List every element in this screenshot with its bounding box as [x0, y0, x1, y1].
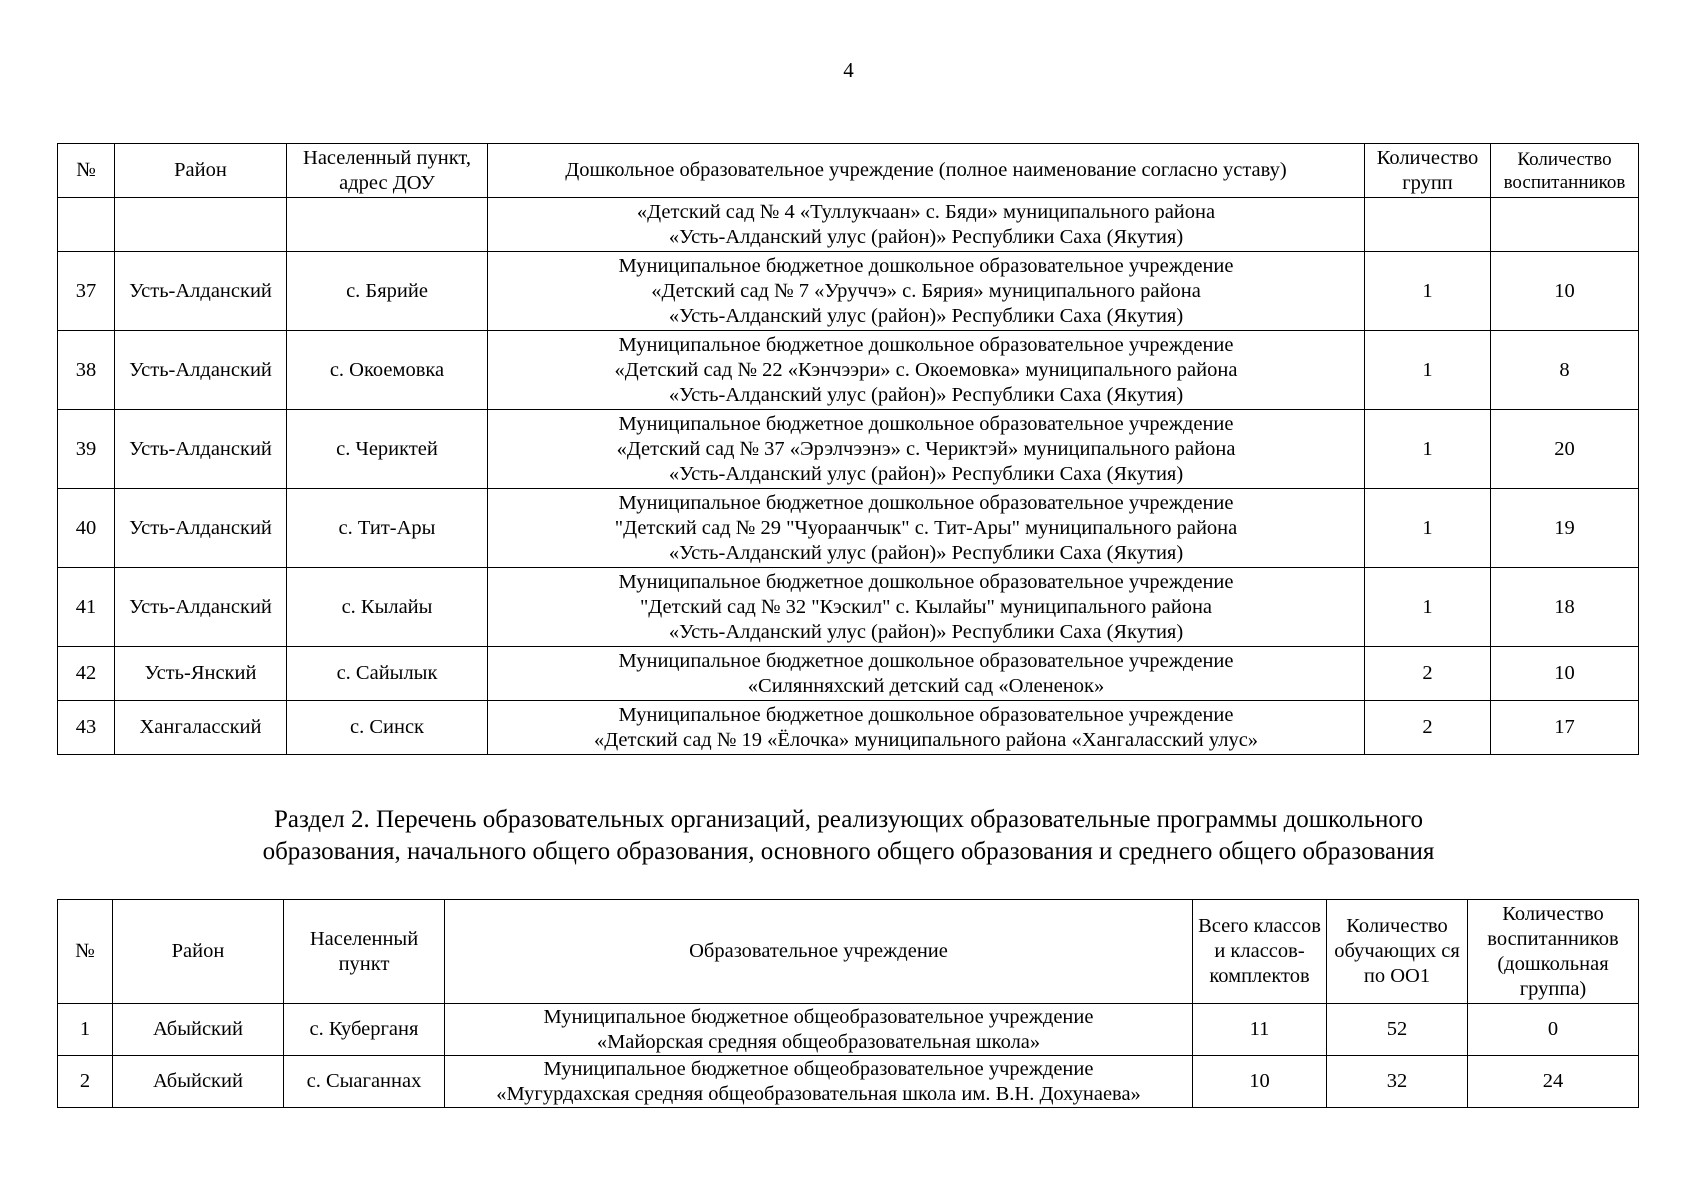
pupils-cell: 24: [1468, 1056, 1639, 1108]
pupils-cell: 8: [1491, 331, 1639, 410]
district-cell: Хангаласский: [115, 701, 287, 755]
settlement-cell: с. Тит-Ары: [287, 489, 488, 568]
header-settlement: Населенный пункт, адрес ДОУ: [287, 144, 488, 198]
groups-cell: 1: [1365, 489, 1491, 568]
pupils-cell: 10: [1491, 647, 1639, 701]
pupils-cell: 19: [1491, 489, 1639, 568]
institution-name-line: Муниципальное бюджетное дошкольное образовательное учреждение: [618, 254, 1234, 277]
district-cell: Абыйский: [113, 1004, 284, 1056]
header-number: №: [58, 144, 115, 198]
institution-name-line: «Усть-Алданский улус (район)» Республики Саха (Якутия): [668, 541, 1184, 564]
institution-name-line: Муниципальное бюджетное дошкольное образовательное учреждение: [618, 570, 1234, 593]
header-students: Количество обучающих ся по ОО1: [1327, 900, 1468, 1004]
pupils-cell: 10: [1491, 252, 1639, 331]
institution-name-cell: [488, 568, 1365, 647]
row-number: 42: [58, 647, 115, 701]
groups-cell: [1365, 198, 1491, 252]
groups-cell: 1: [1365, 568, 1491, 647]
header-institution: Дошкольное образовательное учреждение (полное наименование согласно уставу): [488, 144, 1365, 198]
institution-name-cell: [445, 1056, 1193, 1108]
settlement-cell: с. Сайылык: [287, 647, 488, 701]
row-number: 39: [58, 410, 115, 489]
institution-name-line: «Детский сад № 19 «Ёлочка» муниципального района «Хангаласский улус»: [593, 728, 1259, 751]
schools-table: [57, 899, 1639, 1108]
institution-name-line: «Детский сад № 37 «Эрэлчээнэ» с. Чериктэй» муниципального района: [616, 437, 1236, 460]
header-pupils: Количество воспитанников (дошкольная группа): [1468, 900, 1639, 1004]
row-number: 43: [58, 701, 115, 755]
institution-name-line: «Силянняхский детский сад «Олененок»: [747, 674, 1105, 697]
groups-cell: 2: [1365, 701, 1491, 755]
classes-cell: 11: [1193, 1004, 1327, 1056]
institution-name-line: Муниципальное бюджетное дошкольное образовательное учреждение: [618, 703, 1234, 726]
table-row: [58, 568, 1639, 647]
institution-name-line: Муниципальное бюджетное дошкольное образовательное учреждение: [618, 649, 1234, 672]
institution-name-line: «Усть-Алданский улус (район)» Республики Саха (Якутия): [668, 620, 1184, 643]
institution-name-cell: [445, 1004, 1193, 1056]
institution-name-line: Муниципальное бюджетное дошкольное образовательное учреждение: [618, 491, 1234, 514]
header-number: №: [58, 900, 113, 1004]
institution-name-line: Муниципальное бюджетное дошкольное образовательное учреждение: [618, 333, 1234, 356]
row-number: 2: [58, 1056, 113, 1108]
district-cell: Усть-Алданский: [115, 410, 287, 489]
pupils-cell: 20: [1491, 410, 1639, 489]
institution-name-line: «Мугурдахская средняя общеобразовательная школа им. В.Н. Дохунаева»: [496, 1082, 1141, 1105]
institution-name-cell: [488, 647, 1365, 701]
institution-name-line: «Усть-Алданский улус (район)» Республики Саха (Якутия): [668, 225, 1184, 248]
settlement-cell: [287, 198, 488, 252]
table-row: [58, 1004, 1639, 1056]
institution-name-line: Муниципальное бюджетное общеобразовательное учреждение: [543, 1005, 1094, 1028]
district-cell: Усть-Алданский: [115, 331, 287, 410]
groups-cell: 1: [1365, 410, 1491, 489]
header-district: Район: [115, 144, 287, 198]
district-cell: Усть-Алданский: [115, 489, 287, 568]
settlement-cell: с. Бярийе: [287, 252, 488, 331]
institution-name-line: «Детский сад № 4 «Туллукчаан» с. Бяди» муниципального района: [636, 200, 1216, 223]
students-cell: 32: [1327, 1056, 1468, 1108]
groups-cell: 1: [1365, 252, 1491, 331]
row-number: 1: [58, 1004, 113, 1056]
page-number: 4: [843, 58, 854, 82]
institution-name-cell: [488, 410, 1365, 489]
institution-name-line: «Усть-Алданский улус (район)» Республики Саха (Якутия): [668, 383, 1184, 406]
row-number: [58, 198, 115, 252]
settlement-cell: с. Кылайы: [287, 568, 488, 647]
groups-cell: 2: [1365, 647, 1491, 701]
pupils-cell: [1491, 198, 1639, 252]
table-header-row: [58, 144, 1639, 198]
header-institution: Образовательное учреждение: [445, 900, 1193, 1004]
institution-name-line: «Детский сад № 22 «Кэнчээри» с. Окоемовка» муниципального района: [614, 358, 1238, 381]
table-row: [58, 701, 1639, 755]
row-number: 38: [58, 331, 115, 410]
district-cell: Усть-Янский: [115, 647, 287, 701]
institution-name-line: Муниципальное бюджетное общеобразовательное учреждение: [543, 1057, 1094, 1080]
table-row: [58, 252, 1639, 331]
students-cell: 52: [1327, 1004, 1468, 1056]
district-cell: Усть-Алданский: [115, 568, 287, 647]
institution-name-line: «Усть-Алданский улус (район)» Республики Саха (Якутия): [668, 304, 1184, 327]
classes-cell: 10: [1193, 1056, 1327, 1108]
district-cell: Абыйский: [113, 1056, 284, 1108]
groups-cell: 1: [1365, 331, 1491, 410]
table-row: [58, 489, 1639, 568]
row-number: 37: [58, 252, 115, 331]
row-number: 40: [58, 489, 115, 568]
settlement-cell: с. Синск: [287, 701, 488, 755]
institution-name-line: "Детский сад № 32 "Кэскил" с. Кылайы" муниципального района: [639, 595, 1213, 618]
settlement-cell: с. Куберганя: [284, 1004, 445, 1056]
section-title-line: Раздел 2. Перечень образовательных организаций, реализующих образовательные программы дошкольного: [274, 806, 1423, 833]
header-classes: Всего классов и классов-комплектов: [1193, 900, 1327, 1004]
table-row: [58, 331, 1639, 410]
section-title: [0, 804, 1697, 868]
table-header-row: [58, 900, 1639, 1004]
district-cell: Усть-Алданский: [115, 252, 287, 331]
header-district: Район: [113, 900, 284, 1004]
header-groups: Количество групп: [1365, 144, 1491, 198]
header-pupils: Количество воспитанников: [1491, 144, 1639, 198]
table-row: [58, 198, 1639, 252]
institution-name-cell: [488, 198, 1365, 252]
settlement-cell: с. Сыаганнах: [284, 1056, 445, 1108]
institution-name-line: Муниципальное бюджетное дошкольное образовательное учреждение: [618, 412, 1234, 435]
institution-name-cell: [488, 489, 1365, 568]
header-settlement: Населенный пункт: [284, 900, 445, 1004]
table-row: [58, 647, 1639, 701]
institution-name-cell: [488, 331, 1365, 410]
settlement-cell: с. Окоемовка: [287, 331, 488, 410]
pupils-cell: 18: [1491, 568, 1639, 647]
institution-name-line: "Детский сад № 29 "Чуораанчык" с. Тит-Ары" муниципального района: [614, 516, 1238, 539]
pupils-cell: 0: [1468, 1004, 1639, 1056]
district-cell: [115, 198, 287, 252]
row-number: 41: [58, 568, 115, 647]
section-title-line: образования, начального общего образования, основного общего образования и среднего общего образования: [262, 838, 1435, 865]
institution-name-line: «Детский сад № 7 «Уруччэ» с. Бярия» муниципального района: [651, 279, 1201, 302]
settlement-cell: с. Чериктей: [287, 410, 488, 489]
institution-name-line: «Майорская средняя общеобразовательная школа»: [596, 1030, 1041, 1053]
institution-name-line: «Усть-Алданский улус (район)» Республики Саха (Якутия): [668, 462, 1184, 485]
institution-name-cell: [488, 252, 1365, 331]
table-row: [58, 1056, 1639, 1108]
preschool-table: [57, 143, 1639, 755]
table-row: [58, 410, 1639, 489]
institution-name-cell: [488, 701, 1365, 755]
pupils-cell: 17: [1491, 701, 1639, 755]
